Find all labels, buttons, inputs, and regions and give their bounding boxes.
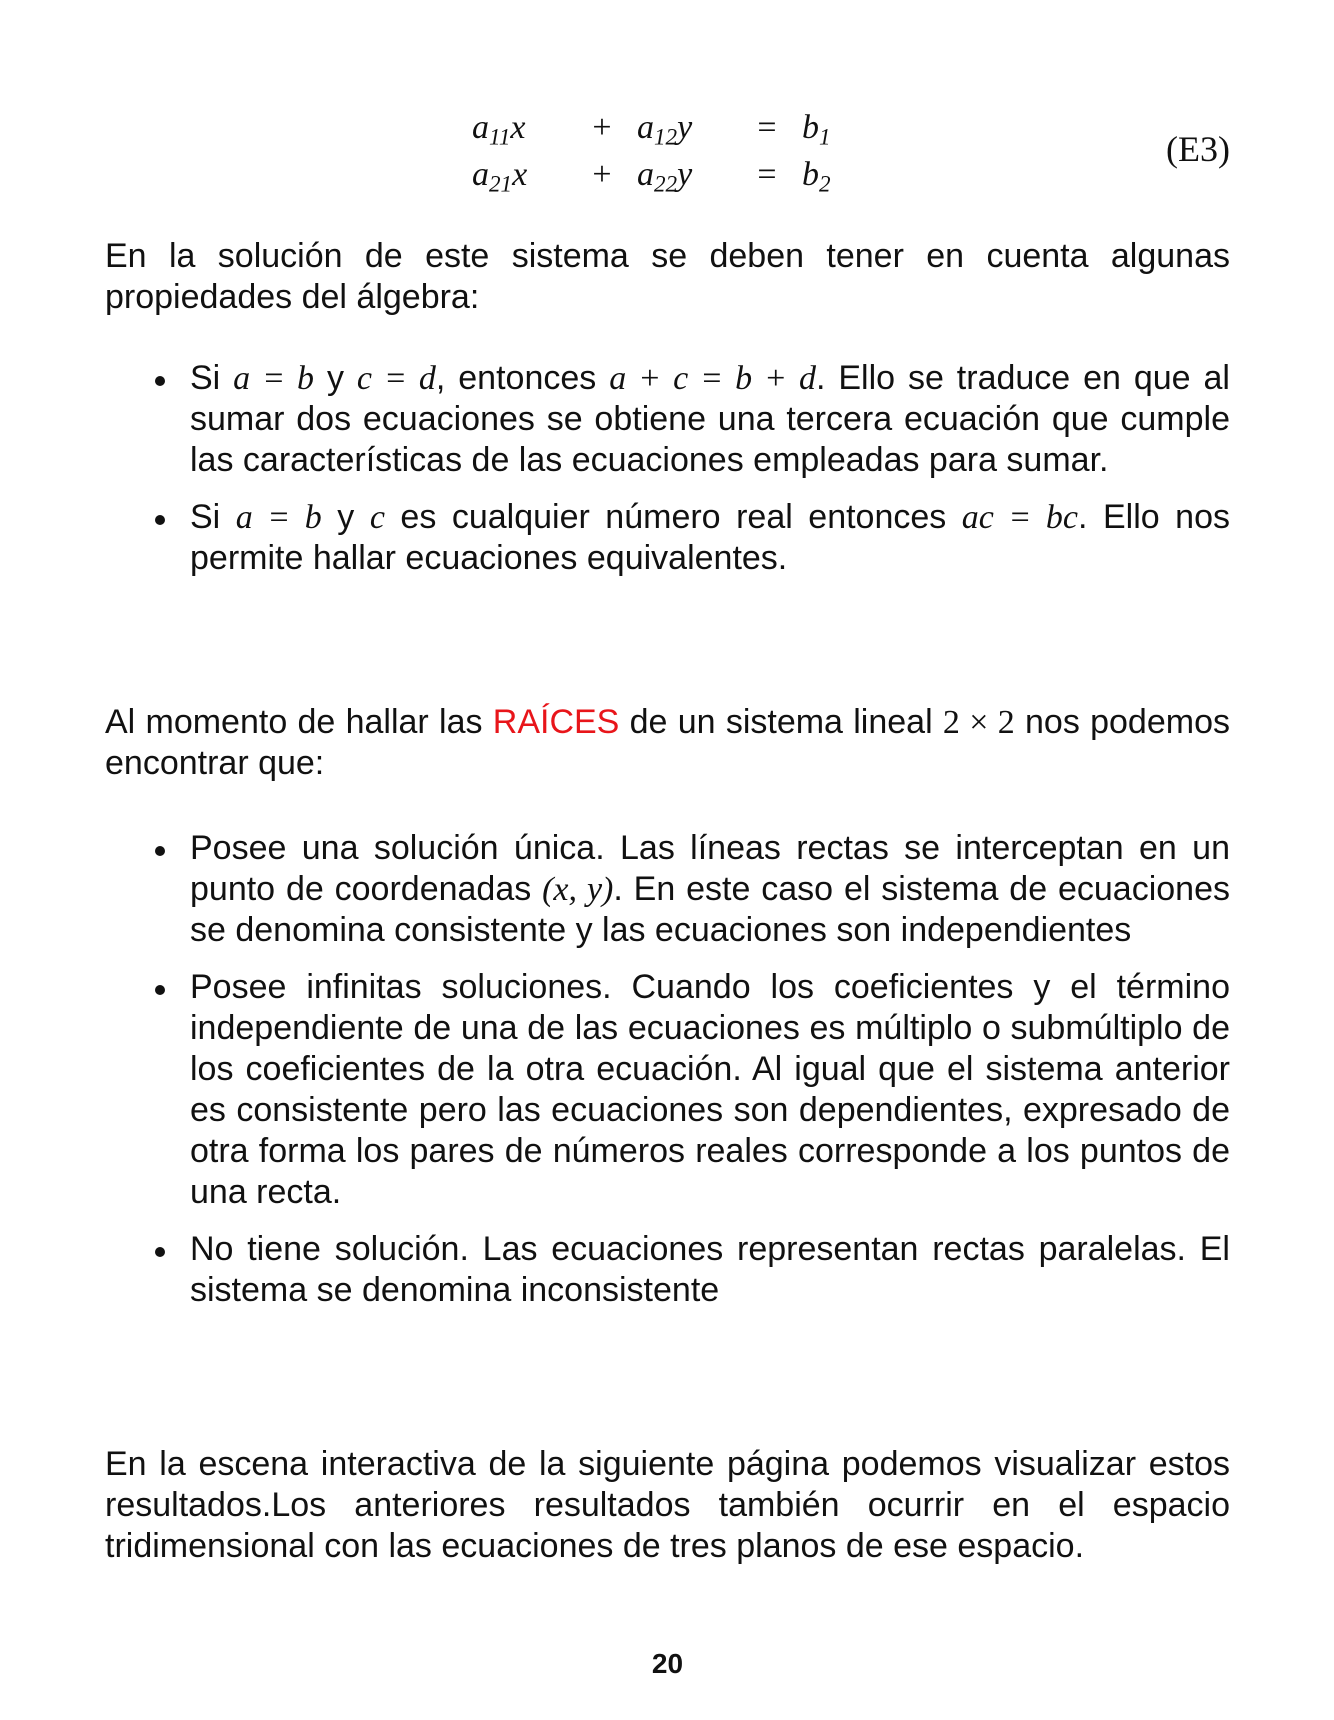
bullet-icon [155,515,165,525]
equation-tag: (E3) [1166,129,1230,169]
closing-paragraph: En la escena interactiva de la siguiente página podemos visualizar estos resultados.Los anteriores resultados también ocurrir en el espacio tridimensional con las ecuaciones de tres planos de ese espacio. [105,1445,1230,1565]
property-item: Si a = b y c = d, entonces a + c = b + d. Ello se traduce en que al sumar dos ecuaciones se obtiene una tercera ecuación que cumple las características de las ecuaciones empleadas para sumar. [105,358,1230,481]
equation-row-2: $a_{21}x$ + $a_{22}y$ = $b_2$ [472,156,831,198]
equation-row-1: $a_{11}x$ + $a_{12}y$ = $b_1$ [472,109,831,151]
property-item: Si a = b y c es cualquier número real entonces ac = bc. Ello nos permite hallar ecuaciones equivalentes. [105,497,1230,579]
case-item-unique: Posee una solución única. Las líneas rectas se interceptan en un punto de coordenadas (x, y). En este caso el sistema de ecuaciones se denomina consistente y las ecuaciones son independientes [105,828,1230,951]
case-item-none: No tiene solución. Las ecuaciones representan rectas paralelas. El sistema se denomina inconsistente [105,1229,1230,1311]
equation-system [472,104,862,198]
properties-list [105,358,1230,579]
bullet-icon [155,985,165,995]
cases-list [105,828,1230,1311]
case-item-infinite: Posee infinitas soluciones. Cuando los coeficientes y el término independiente de una de las ecuaciones es múltiplo o submúltiplo de los coeficientes de la otra ecuación. Al igual que el sistema anterior es consistente pero las ecuaciones son dependientes, expresado de otra forma los pares de números reales corresponde a los puntos de una recta. [105,967,1230,1213]
document-page [105,0,1230,1720]
roots-highlight: RAÍCES [492,703,620,741]
roots-paragraph: Al momento de hallar las RAÍCES de un sistema lineal 2 × 2 nos podemos encontrar que: [105,703,1230,782]
intro-paragraph: En la solución de este sistema se deben tener en cuenta algunas propiedades del álgebra: [105,237,1230,316]
bullet-icon [155,376,165,386]
bullet-icon [155,846,165,856]
bullet-icon [155,1247,165,1257]
page-number: 20 [651,1648,684,1679]
